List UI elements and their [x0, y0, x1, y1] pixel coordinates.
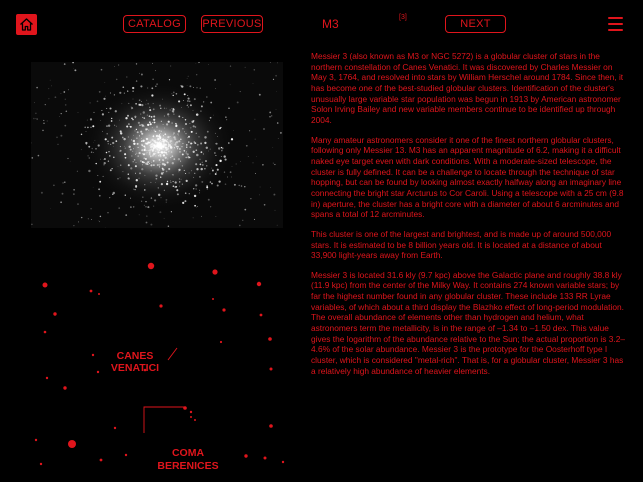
label-coma-line-1: COMA	[171, 447, 205, 459]
label-canes-line-2: VENATICI	[110, 362, 160, 374]
chart-star	[100, 459, 103, 462]
chart-star	[269, 424, 273, 428]
description-paragraph: This cluster is one of the largest and brightest, and is made up of around 500,000 stars. It is estimated to be 8 billion years old. It is located at a distance of about 33,900 light-years away from Earth.	[311, 228, 612, 261]
chart-star	[114, 427, 116, 429]
chart-star	[282, 461, 284, 463]
description-paragraph: Messier 3 is located 31.6 kly (9.7 kpc) above the Galactic plane and roughly 38.8 kly (11.9 kpc) from the center of the Milky Way. It contains 274 known variable stars; by far the highest number found in any globular cluster. These include 133 RR Lyrae variables, of which about a third display the Blazhko effect of long-period modulation. The overall abundance of elements other than hydrogen and helium, what astronomers term the metallicity, is in the range of –1.34 to –1.50 dex. This value gives the logarithm of the abundance relative to the Sun; the actual proportion is 3.2–4.6% of the solar abundance. Messier 3 is the prototype for the Oosterhoff type I cluster, which is considered "metal-rich". That is, for a globular cluster, Messier 3 has a relatively high abundance of heavier elements.	[311, 269, 626, 376]
chart-star	[222, 308, 225, 311]
chart-star	[92, 354, 94, 356]
label-coma-line-2: BERENICES	[157, 460, 219, 472]
chart-star	[260, 314, 263, 317]
object-title: M3	[322, 17, 339, 31]
globular-cluster-photo	[31, 62, 283, 228]
top-toolbar	[0, 0, 643, 50]
description-paragraph: Messier 3 (also known as M3 or NGC 5272) is a globular cluster of stars in the northern constellation of Canes Venatici. It was discovered by Charles Messier on May 3, 1764, and resolved into stars by William Herschel around 1784. Since then, it has become one of the best-studied globular clusters. Identification of the cluster's unusually large variable star population was begun in 1913 by American astronomer Solon Irving Bailey and new variable members continue to be identified up through 2004.	[311, 51, 624, 125]
object-index: [3]	[399, 14, 407, 21]
chart-star	[190, 411, 192, 413]
chart-star	[190, 416, 192, 418]
chart-star	[97, 371, 99, 373]
chart-star	[244, 454, 247, 457]
cluster-image	[31, 62, 283, 228]
chart-star	[125, 454, 127, 456]
chart-star	[63, 386, 66, 389]
coma-berenices-lines	[144, 407, 185, 433]
canes-venatici-pointer	[168, 348, 177, 360]
chart-star	[264, 457, 267, 460]
chart-star	[257, 282, 261, 286]
catalog-button[interactable]: CATALOG	[123, 15, 186, 33]
chart-star	[212, 269, 217, 274]
chart-star	[43, 283, 48, 288]
label-canes-line-1: CANES	[116, 350, 154, 362]
object-description	[311, 51, 627, 385]
chart-star	[270, 368, 273, 371]
hamburger-menu-icon[interactable]	[608, 17, 623, 31]
finder-star-chart	[31, 240, 285, 476]
chart-star	[44, 331, 47, 334]
finder-chart-svg	[31, 240, 285, 476]
chart-star	[53, 312, 56, 315]
chart-star	[194, 419, 196, 421]
home-button[interactable]	[16, 14, 37, 35]
chart-star	[212, 298, 214, 300]
previous-button[interactable]: PREVIOUS	[201, 15, 263, 33]
chart-star	[159, 304, 162, 307]
chart-star	[90, 290, 93, 293]
chart-star	[68, 440, 76, 448]
chart-star	[40, 463, 42, 465]
home-icon	[19, 17, 34, 32]
chart-star	[268, 337, 272, 341]
chart-star	[220, 341, 222, 343]
chart-star	[46, 377, 48, 379]
next-button[interactable]: NEXT	[445, 15, 506, 33]
chart-star	[98, 293, 100, 295]
chart-star	[35, 439, 37, 441]
chart-star	[148, 263, 154, 269]
description-paragraph: Many amateur astronomers consider it one of the finest northern globular clusters, following only Messier 13. M3 has an apparent magnitude of 6.2, making it a difficult naked eye target even with dark conditions. With a moderate-sized telescope, the cluster is fully defined. It can be a challenge to locate through the technique of star hopping, but can be found by looking almost exactly halfway along an imaginary line connecting the bright star Arcturus to Cor Caroli. Using a telescope with a 25 cm (9.8 in) aperture, the cluster has a bright core with a diameter of about 6 arcminutes and spans a total of 12 arcminutes.	[311, 134, 624, 220]
